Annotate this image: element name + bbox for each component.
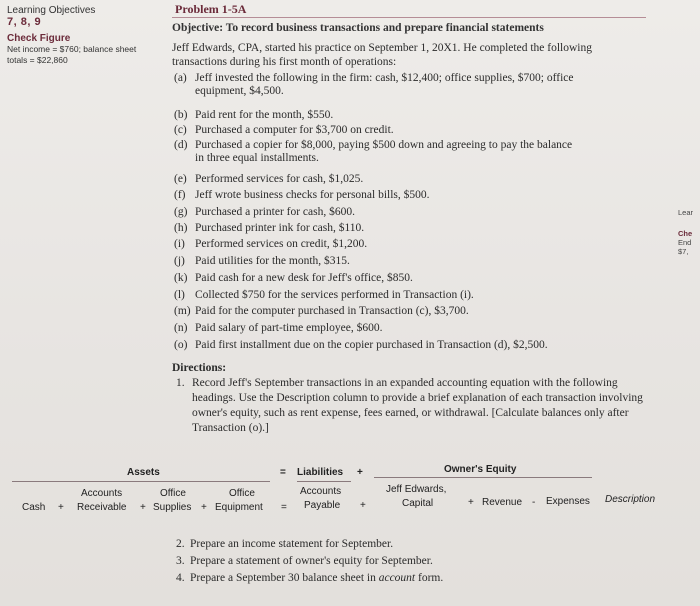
edge-fragment: End — [678, 238, 692, 247]
liabilities-heading: Liabilities — [297, 467, 344, 478]
problem-objective: Objective: To record business transactions and prepare financial statements — [172, 22, 544, 34]
plus-sign: + — [58, 502, 64, 513]
expenses-column: Expenses — [546, 496, 590, 507]
transaction-item: (a) Jeff invested the following in the firm: cash, $12,400; office supplies, $700; office equipment, $4,500. — [174, 72, 574, 97]
transaction-item: (l) Collected $750 for the services performed in Transaction (i). — [174, 289, 474, 301]
title-rule — [172, 17, 646, 18]
capital-line1: Jeff Edwards, — [386, 484, 447, 495]
revenue-column: Revenue — [482, 497, 523, 508]
edge-fragment: $7, — [678, 247, 689, 256]
transaction-item: (f) Jeff wrote business checks for personal bills, $500. — [174, 189, 430, 201]
check-figure-text: Net income = $760; balance sheet totals = $22,860 — [7, 44, 137, 65]
office-supplies-line2: Supplies — [153, 502, 192, 513]
learning-objectives-label: Learning Objectives — [7, 5, 96, 16]
transaction-item: (h) Purchased printer ink for cash, $110. — [174, 222, 365, 234]
transaction-item: (k) Paid cash for a new desk for Jeff's office, $850. — [174, 272, 413, 284]
office-supplies-line1: Office — [160, 488, 186, 499]
check-figure-label: Check Figure — [7, 33, 71, 44]
liabilities-rule — [297, 481, 351, 482]
direction-4: 4. Prepare a September 30 balance sheet in account form. — [176, 572, 444, 584]
plus-sign: + — [357, 467, 363, 478]
edge-fragment: Che — [678, 229, 693, 238]
plus-sign: + — [201, 502, 207, 513]
direction-1: 1. Record Jeff's September transactions in an expanded accounting equation with the following headings. Use the Description column to provide a brief explanation of each transaction involving owner's equity, such as rent expense, fees earned, or withdrawal. [Calculate balances only after Transaction (o).] — [176, 377, 643, 434]
transaction-item: (e) Performed services for cash, $1,025. — [174, 173, 364, 185]
problem-intro: Jeff Edwards, CPA, started his practice on September 1, 20X1. He completed the following transactions during his first month of operations: — [172, 42, 592, 68]
edge-fragment: Lear — [678, 208, 694, 217]
learning-objectives-numbers: 7, 8, 9 — [7, 16, 42, 28]
plus-sign: + — [468, 497, 474, 508]
plus-sign: + — [140, 502, 146, 513]
office-equipment-line2: Equipment — [215, 502, 263, 513]
assets-rule — [12, 481, 270, 482]
equals-sign: = — [280, 467, 286, 478]
owners-equity-heading: Owner's Equity — [444, 464, 517, 475]
transaction-item: (j) Paid utilities for the month, $315. — [174, 255, 350, 267]
transaction-item: (m) Paid for the computer purchased in Transaction (c), $3,700. — [174, 305, 469, 317]
description-column: Description — [605, 494, 656, 505]
transaction-item: (n) Paid salary of part-time employee, $600. — [174, 322, 383, 334]
accounts-payable-line1: Accounts — [300, 486, 342, 497]
office-equipment-line1: Office — [229, 488, 255, 499]
problem-title: Problem 1-5A — [175, 2, 247, 16]
capital-line2: Capital — [402, 498, 434, 509]
transaction-item: (c) Purchased a computer for $3,700 on credit. — [174, 124, 394, 136]
cash-column: Cash — [22, 502, 46, 513]
assets-heading: Assets — [127, 467, 160, 478]
minus-sign: - — [532, 497, 536, 508]
transaction-item: (i) Performed services on credit, $1,200. — [174, 238, 368, 250]
owners-equity-rule — [374, 477, 592, 478]
transaction-item: (g) Purchased a printer for cash, $600. — [174, 206, 355, 218]
accounts-receivable-line1: Accounts — [81, 488, 123, 499]
transaction-item: (b) Paid rent for the month, $550. — [174, 109, 334, 121]
direction-2: 2. Prepare an income statement for September. — [176, 538, 394, 550]
accounts-receivable-line2: Receivable — [77, 502, 127, 513]
directions-heading: Directions: — [172, 362, 227, 374]
transaction-item: (d) Purchased a copier for $8,000, paying $500 down and agreeing to pay the balance in three equal installments. — [174, 139, 573, 164]
transaction-item: (o) Paid first installment due on the copier purchased in Transaction (d), $2,500. — [174, 339, 548, 351]
plus-sign: + — [360, 500, 366, 511]
accounts-payable-line2: Payable — [304, 500, 341, 511]
direction-3: 3. Prepare a statement of owner's equity for September. — [176, 555, 433, 567]
equals-sign: = — [281, 502, 287, 513]
